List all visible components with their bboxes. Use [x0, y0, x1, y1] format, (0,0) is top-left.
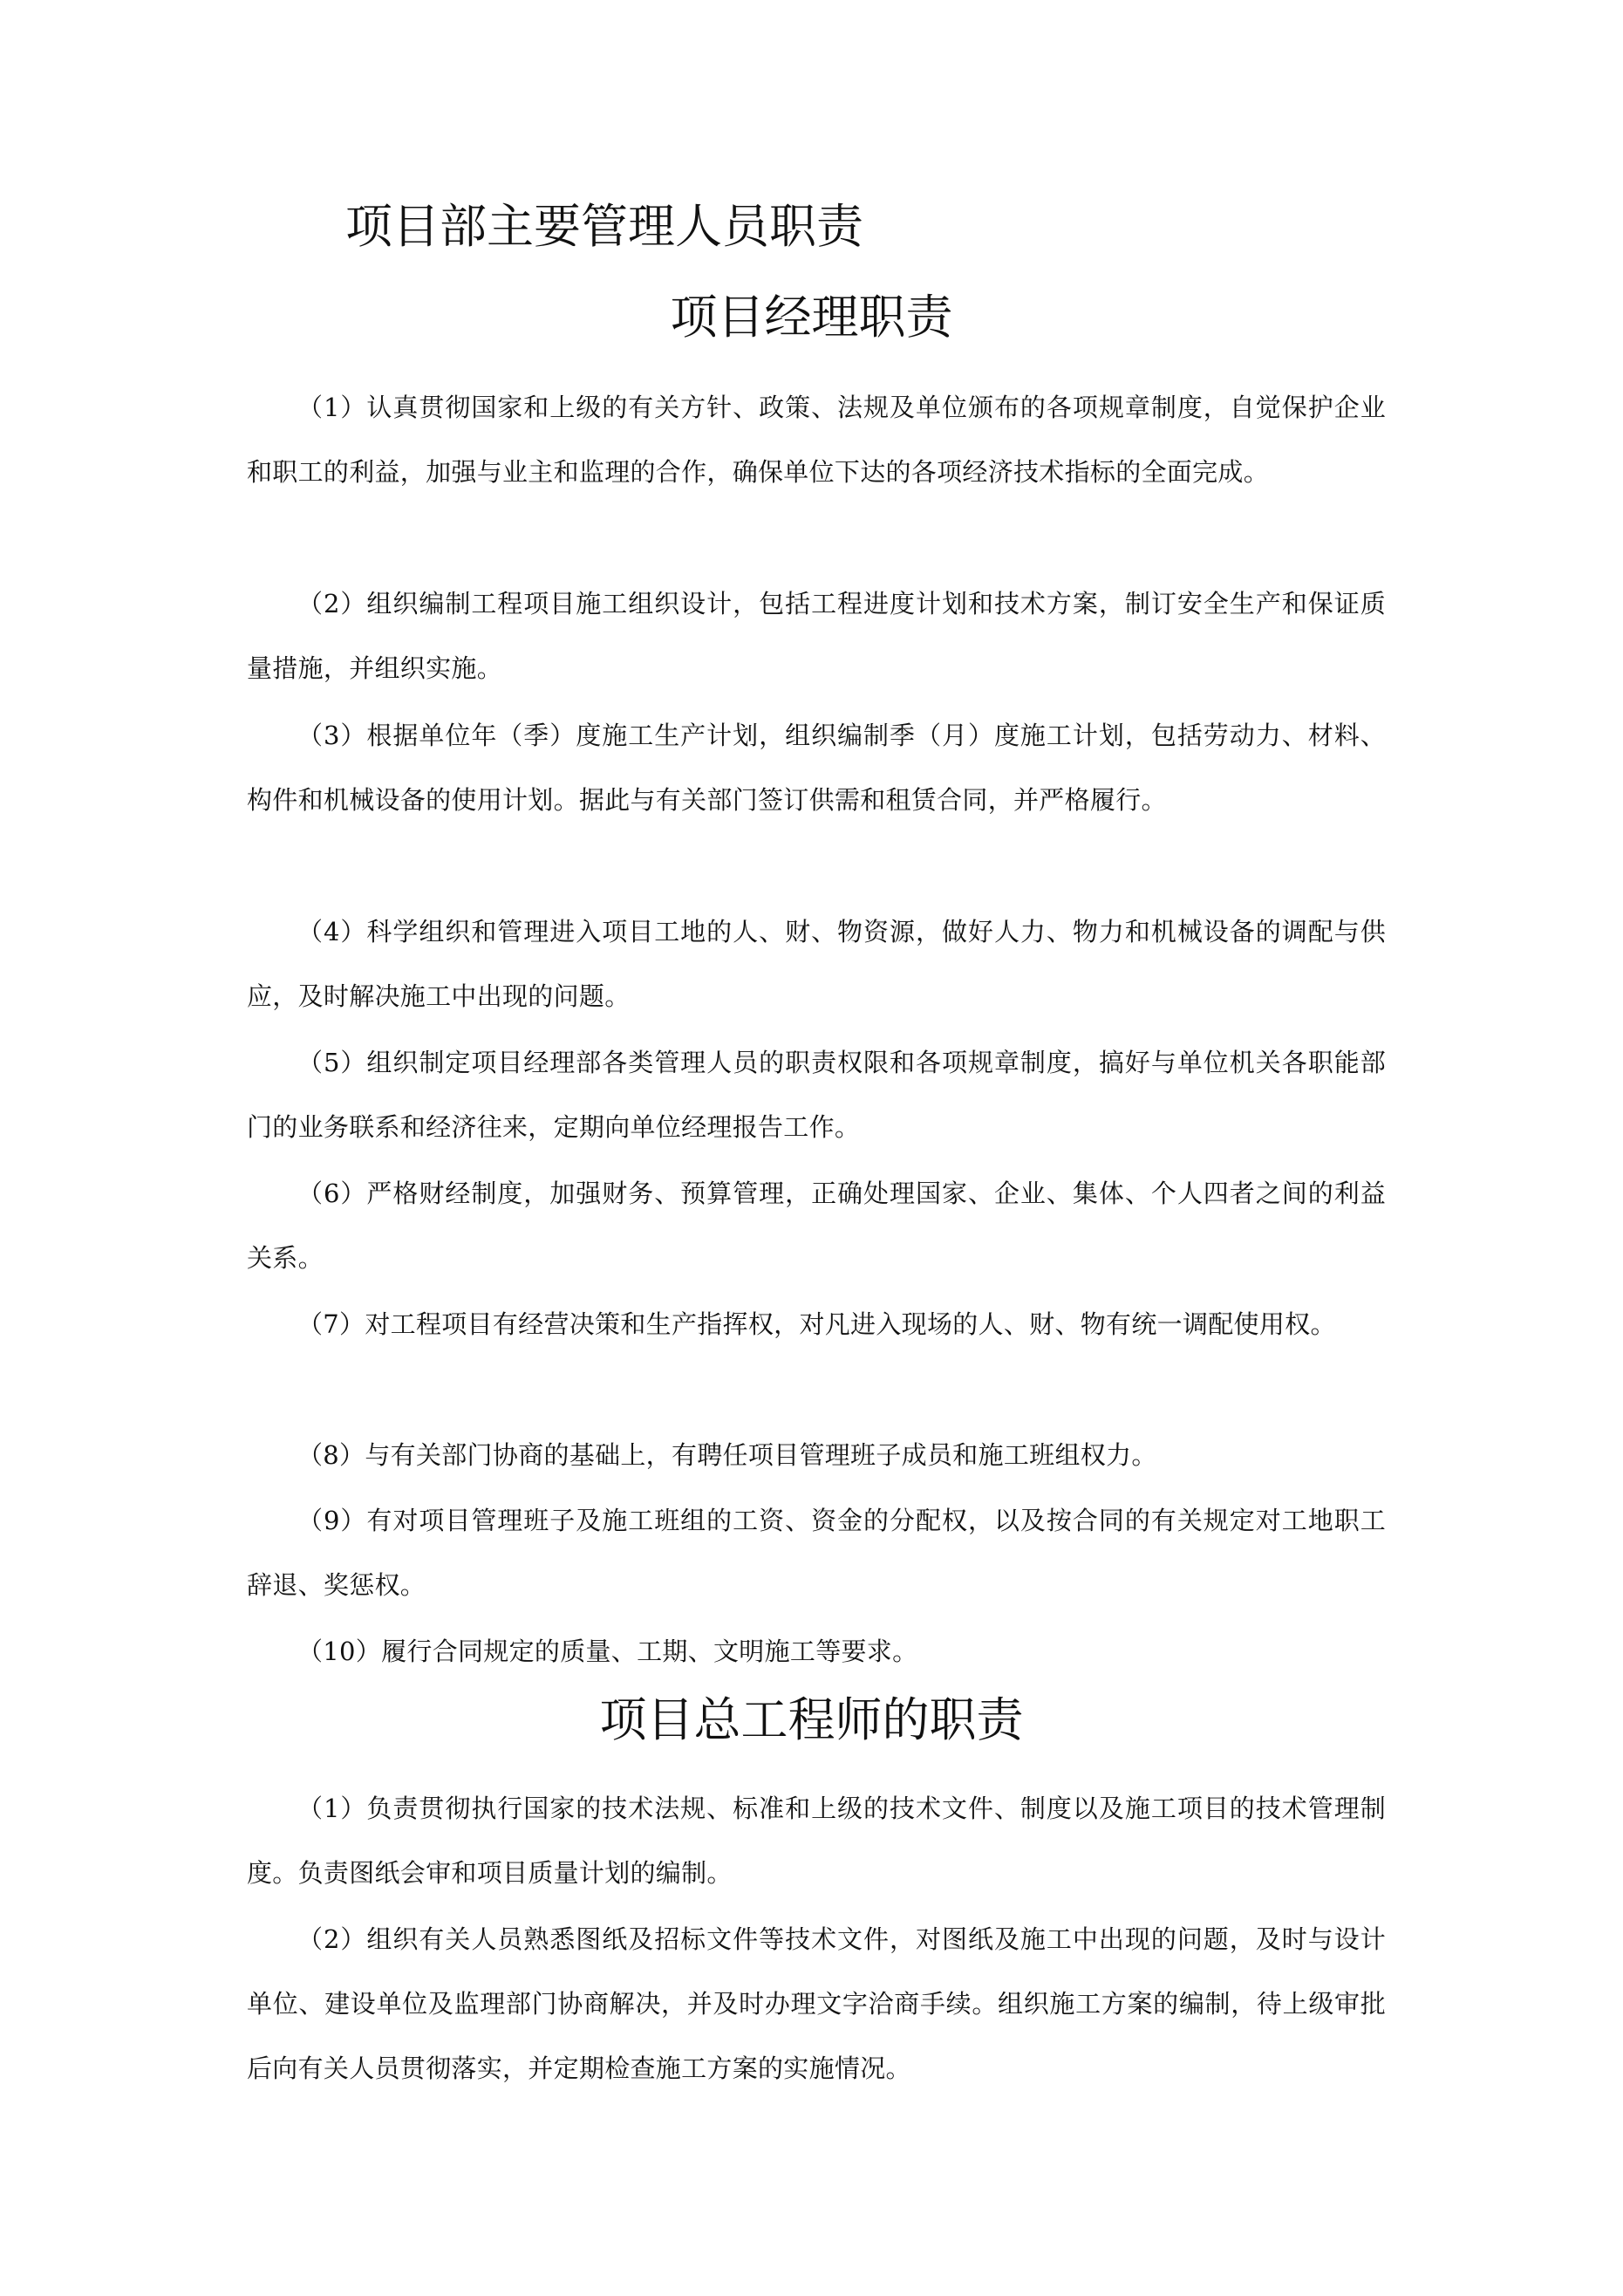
- paragraph-ce-1: （1）负责贯彻执行国家的技术法规、标准和上级的技术文件、制度以及施工项目的技术管理制度。负责图纸会审和项目质量计划的编制。: [247, 1794, 1386, 1888]
- paragraph-pm-3: （3）根据单位年（季）度施工生产计划，组织编制季（月）度施工计划，包括劳动力、材料、构件和机械设备的使用计划。据此与有关部门签订供需和租赁合同，并严格履行。: [247, 721, 1386, 815]
- paragraph-pm-1: （1）认真贯彻国家和上级的有关方针、政策、法规及单位颁布的各项规章制度，自觉保护企业和职工的利益，加强与业主和监理的合作，确保单位下达的各项经济技术指标的全面完成。: [247, 393, 1386, 487]
- paragraph-ce-2: （2）组织有关人员熟悉图纸及招标文件等技术文件，对图纸及施工中出现的问题，及时与设计单位、建设单位及监理部门协商解决，并及时办理文字洽商手续。组织施工方案的编制，待上级审批后向有关人员贯彻落实，并定期检查施工方案的实施情况。: [247, 1924, 1386, 2083]
- paragraph-pm-7: （7）对工程项目有经营决策和生产指挥权，对凡进入现场的人、财、物有统一调配使用权。: [297, 1309, 1336, 1339]
- paragraph-pm-2: （2）组织编制工程项目施工组织设计，包括工程进度计划和技术方案，制订安全生产和保证质量措施，并组织实施。: [247, 589, 1386, 683]
- paragraph-pm-10: （10）履行合同规定的质量、工期、文明施工等要求。: [297, 1637, 918, 1666]
- paragraph-pm-4: （4）科学组织和管理进入项目工地的人、财、物资源，做好人力、物力和机械设备的调配与供应，及时解决施工中出现的问题。: [247, 917, 1386, 1011]
- section-title-project-manager: 项目经理职责: [670, 290, 953, 345]
- paragraph-pm-5: （5）组织制定项目经理部各类管理人员的职责权限和各项规章制度，搞好与单位机关各职能部门的业务联系和经济往来，定期向单位经理报告工作。: [247, 1048, 1386, 1142]
- paragraph-pm-9: （9）有对项目管理班子及施工班组的工资、资金的分配权，以及按合同的有关规定对工地职工辞退、奖惩权。: [247, 1506, 1386, 1600]
- section-title-chief-engineer: 项目总工程师的职责: [599, 1692, 1024, 1747]
- document-title: 项目部主要管理人员职责: [345, 199, 863, 254]
- paragraph-pm-6: （6）严格财经制度，加强财务、预算管理，正确处理国家、企业、集体、个人四者之间的利益关系。: [247, 1179, 1386, 1273]
- paragraph-pm-8: （8）与有关部门协商的基础上，有聘任项目管理班子成员和施工班组权力。: [297, 1440, 1157, 1470]
